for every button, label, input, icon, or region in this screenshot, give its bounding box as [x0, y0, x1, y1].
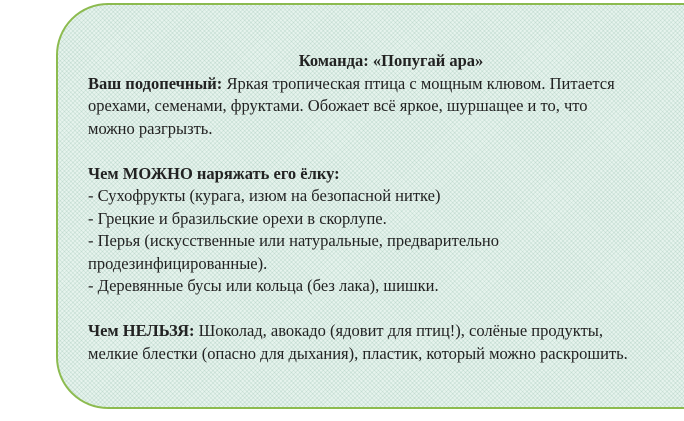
allowed-heading: Чем МОЖНО наряжать его ёлку: [88, 163, 340, 183]
ward-label: Ваш подопечный: [88, 73, 223, 93]
ward-text-1: Яркая тропическая птица с мощным клювом. Питается [222, 73, 615, 93]
allowed-item-continued: продезинфицированные). [88, 253, 268, 273]
ward-line-2: орехами, семенами, фруктами. Обожает всё яркое, шуршащее и то, что [88, 96, 588, 115]
spacer [88, 140, 684, 163]
allowed-item: - Сухофрукты (курага, изюм на безопасной нитке) [88, 186, 441, 205]
team-title: Команда: «Попугай ара» [298, 51, 484, 70]
forbidden-text-1: Шоколад, авокадо (ядовит для птиц!), солёные продукты, [194, 321, 604, 340]
allowed-item: - Деревянные бусы или кольца (без лака), шишки. [88, 276, 439, 295]
ward-line-3: можно разгрызть. [88, 118, 213, 138]
allowed-item: - Грецкие и бразильские орехи в скорлупе. [88, 208, 387, 228]
forbidden-line-2: мелкие блестки (опасно для дыхания), пластик, который можно раскрошить. [88, 343, 628, 363]
spacer [88, 298, 684, 321]
forbidden-label: Чем НЕЛЬЗЯ: [88, 321, 195, 340]
forbidden-line-1 [88, 320, 684, 343]
allowed-item: - Перья (искусственные или натуральные, предварительно [88, 231, 499, 250]
ward-line-1 [88, 73, 684, 96]
note-content [88, 50, 684, 365]
